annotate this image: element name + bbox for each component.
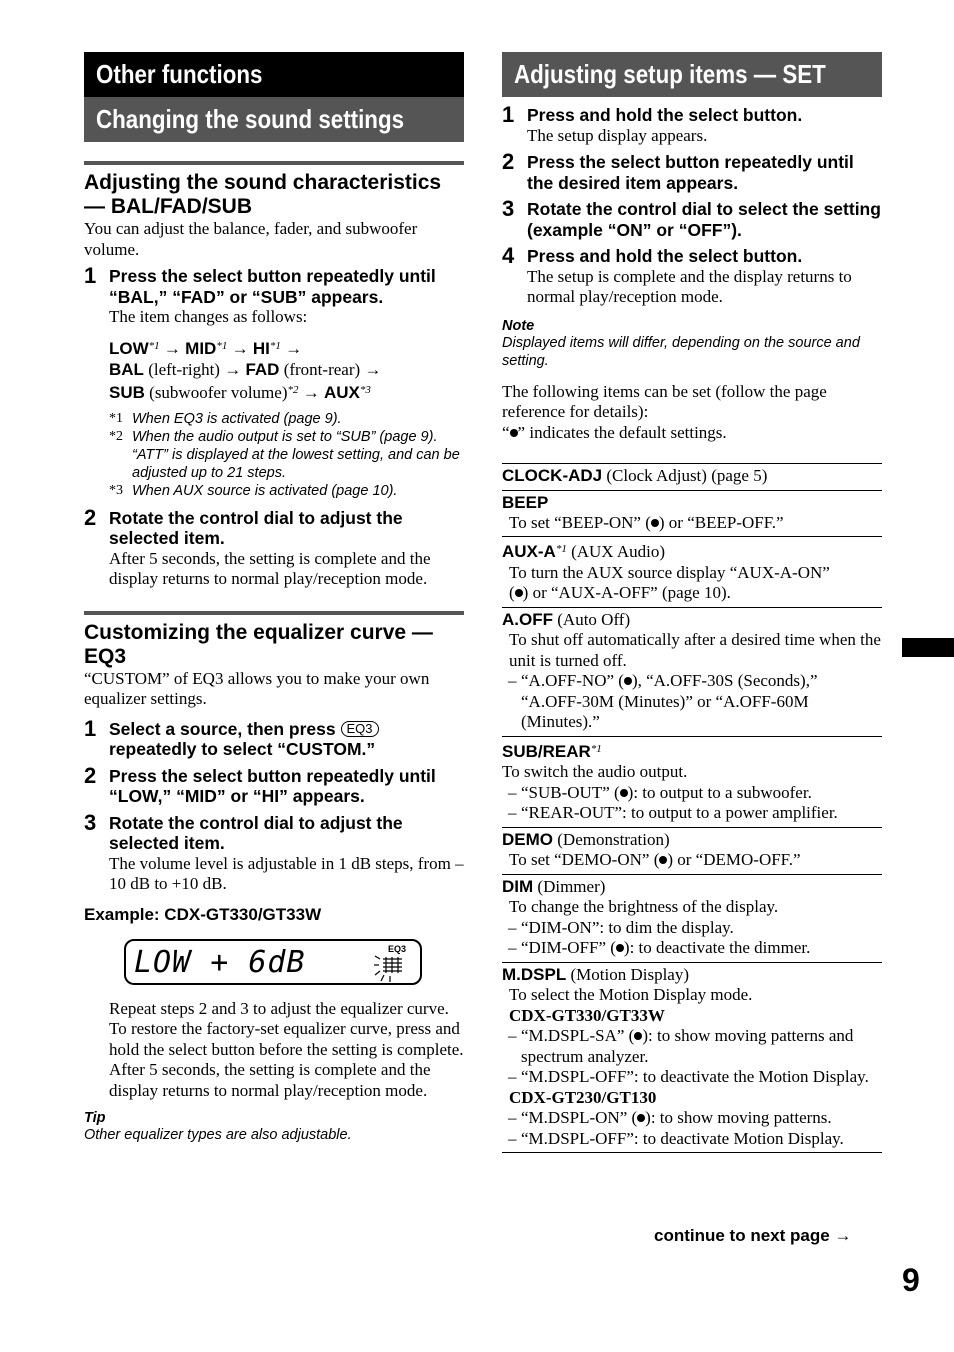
eq3-button: EQ3 (341, 721, 379, 737)
item-sub-rear: SUB/REAR$^{*1}$ To switch the audio output. – “SUB-OUT” ( ): to output to a subwoofer. – “REAR-OUT”: to output to a power amplifier. (502, 736, 882, 827)
section-header-sound-settings: Changing the sound settings (84, 97, 464, 142)
section-tab-marker (902, 638, 954, 657)
default-bullet-icon (515, 589, 523, 597)
item-m-dspl: M.DSPL (Motion Display) To select the Motion Display mode. CDX-GT330/GT33W – “M.DSPL-SA” ( ): to show moving patterns and spectrum analyzer. – “M.DSPL-OFF”: to deactivate the Motion Display. CDX-GT230/GT130 – “M.DSPL-ON” ( ): to show moving patterns. – “M.DSPL-OFF”: to deactivate Motion Display. (502, 962, 882, 1153)
item-dim: DIM (Dimmer) To change the brightness of the display. – “DIM-ON”: to dim the display. – “DIM-OFF” ( ): to deactivate the dimmer. (502, 874, 882, 962)
note-text: Displayed items will differ, depending on the source and setting. (502, 334, 860, 369)
step-2: 2 Rotate the control dial to adjust the selected item. After 5 seconds, the setting is complete and the display returns to normal play/reception mode. (84, 504, 431, 588)
lcd-text: LOW + 6dB (134, 944, 306, 980)
step-3: 3 Rotate the control dial to select the setting (example “ON” or “OFF”). (502, 196, 881, 240)
step-1: 1 Press the select button repeatedly until “BAL,” “FAD” or “SUB” appears. The item changes as follows: (84, 263, 436, 326)
section-header-other-functions: Other functions (84, 52, 464, 97)
intro-text: You can adjust the balance, fader, and subwoofer volume. (84, 219, 418, 259)
item-sequence: LOW$^{*1}$ → MID$^{*1}$ → HI$^{*1}$ → BAL (left-right) → FAD (front-rear) → SUB (subwoofer volume)$^{*2}$ → AUX$^{*3}$ (109, 338, 382, 402)
eq-flash-icon (374, 955, 408, 983)
tip-text: Other equalizer types are also adjustable. (84, 1127, 352, 1143)
heading-eq3: Customizing the equalizer curve — EQ3 (84, 620, 433, 668)
lcd-display-illustration (124, 939, 422, 985)
step-4: 4 Press and hold the select button. The setup is complete and the display returns to normal play/reception mode. (502, 243, 852, 306)
item-demo: DEMO (Demonstration) To set “DEMO-ON” ( ) or “DEMO-OFF.” (502, 827, 882, 874)
default-bullet-icon (651, 519, 659, 527)
right-column (502, 52, 882, 1153)
step-2: 2 Press the select button repeatedly until the desired item appears. (502, 149, 854, 193)
item-aux-a: AUX-$A^{*1}$ (AUX Audio) To turn the AUX source display “AUX-A-ON” ( ) or “AUX-A-OFF” (page 10). (502, 536, 882, 607)
step-1: 1 Press and hold the select button. The setup display appears. (502, 102, 803, 145)
continue-next-page: continue to next page → (654, 1226, 852, 1245)
note-heading: Note (502, 317, 535, 334)
default-legend: “ ” indicates the default settings. (502, 422, 727, 442)
item-a-off: A.OFF (Auto Off) To shut off automatically after a desired time when the unit is turned off. – “A.OFF-NO” ( ), “A.OFF-30S (Seconds),” “A.OFF-30M (Minutes)” or “A.OFF-60M (Minutes).” (502, 607, 882, 736)
arrow-right-icon: → (834, 1226, 852, 1245)
item-clock-adj: CLOCK-ADJ (Clock Adjust) (page 5) (502, 463, 882, 490)
example-title: Example: CDX-GT330/GT33W (84, 904, 322, 924)
step-1: 1 Select a source, then press EQ3 repeatedly to select “CUSTOM.” (84, 719, 464, 760)
default-bullet-icon (637, 1114, 645, 1122)
default-bullet-icon (510, 429, 518, 437)
divider (84, 611, 464, 615)
after-example-text: Repeat steps 2 and 3 to adjust the equalizer curve. To restore the factory-set equalizer curve, press and hold the select button before the setting is complete. After 5 seconds, the setting is complete and the display returns to normal play/reception mode. (109, 998, 464, 1100)
heading-bal-fad-sub: Adjusting the sound characteristics — BAL/FAD/SUB (84, 171, 442, 218)
eq3-indicator-label: EQ3 (387, 943, 406, 954)
item-beep: BEEP To set “BEEP-ON” ( ) or “BEEP-OFF.” (502, 490, 882, 537)
step-3: 3 Rotate the control dial to adjust the selected item. The volume level is adjustable in 1 dB steps, from –10 dB to +10 dB. (84, 809, 464, 893)
left-column (84, 52, 464, 1144)
default-bullet-icon (620, 789, 628, 797)
footnotes: *1 When EQ3 is activated (page 9). *2 When the audio output is set to “SUB” (page 9). “ATT” is displayed at the lowest setting, and can be adjusted up to 21 steps. *3 When AUX source is activated (page 10). (109, 410, 460, 499)
tip-heading: Tip (84, 1110, 106, 1126)
page-number: 9 (902, 1262, 920, 1298)
default-bullet-icon (624, 677, 632, 685)
setup-items-list (502, 463, 882, 1153)
section-header-setup: Adjusting setup items — SET (502, 52, 882, 97)
intro-text: “CUSTOM” of EQ3 allows you to make your own equalizer settings. (84, 668, 430, 708)
default-bullet-icon (616, 944, 624, 952)
step-2: 2 Press the select button repeatedly until “LOW,” “MID” or “HI” appears. (84, 762, 436, 806)
items-intro: The following items can be set (follow the page reference for details): (502, 381, 827, 421)
divider (84, 161, 464, 165)
